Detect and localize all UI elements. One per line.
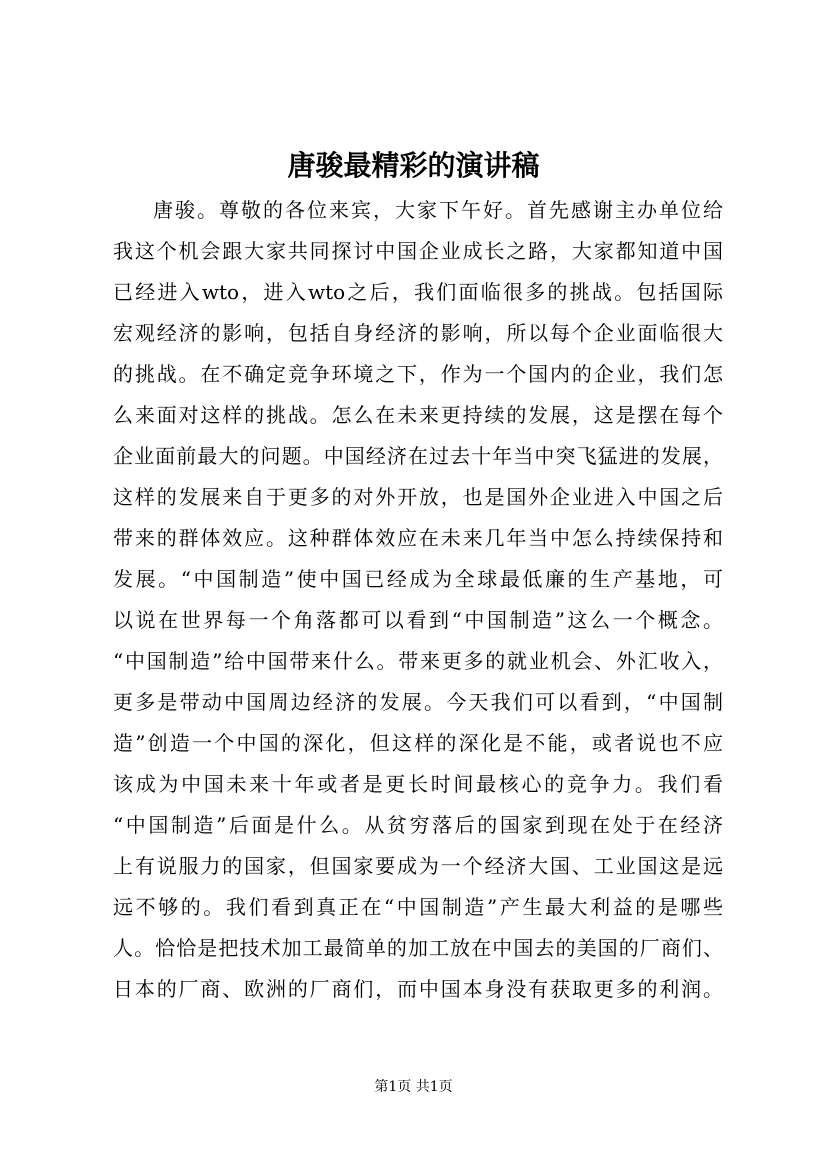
page-number-footer: 第1页 共1页 [374, 1079, 453, 1095]
document-title: 唐骏最精彩的演讲稿 [287, 149, 540, 182]
body-line: 这样的发展来自于更多的对外开放，也是国外企业进入中国之后 [113, 485, 723, 509]
body-line: “中国制造”后面是什么。从贫穷落后的国家到现在处于在经济 [113, 813, 723, 837]
body-line: 日本的厂商、欧洲的厂商们，而中国本身没有获取更多的利润。 [113, 977, 723, 1001]
body-line: 上有说服力的国家，但国家要成为一个经济大国、工业国这是远 [113, 854, 723, 878]
body-line: 已经进入wto，进入wto之后，我们面临很多的挑战。包括国际 [113, 280, 723, 304]
body-line: 的挑战。在不确定竞争环境之下，作为一个国内的企业，我们怎 [113, 362, 723, 386]
body-line: 唐骏。尊敬的各位来宾，大家下午好。首先感谢主办单位给 [153, 198, 723, 222]
body-line: 企业面前最大的问题。中国经济在过去十年当中突飞猛进的发展， [113, 444, 723, 468]
body-line: 更多是带动中国周边经济的发展。今天我们可以看到，“中国制 [113, 690, 723, 714]
body-line: 宏观经济的影响，包括自身经济的影响，所以每个企业面临很大 [113, 321, 723, 345]
document-body [113, 190, 723, 1010]
body-line: 造”创造一个中国的深化，但这样的深化是不能，或者说也不应 [113, 731, 723, 755]
body-line: 以说在世界每一个角落都可以看到“中国制造”这么一个概念。 [113, 608, 723, 632]
body-line: 人。恰恰是把技术加工最简单的加工放在中国去的美国的厂商们、 [113, 936, 723, 960]
body-line: 远不够的。我们看到真正在“中国制造”产生最大利益的是哪些 [113, 895, 723, 919]
body-line: 我这个机会跟大家共同探讨中国企业成长之路，大家都知道中国 [113, 239, 723, 263]
body-line: 带来的群体效应。这种群体效应在未来几年当中怎么持续保持和 [113, 526, 723, 550]
body-line: “中国制造”给中国带来什么。带来更多的就业机会、外汇收入， [113, 649, 723, 673]
body-line: 该成为中国未来十年或者是更长时间最核心的竞争力。我们看 [113, 772, 723, 796]
body-line: 么来面对这样的挑战。怎么在未来更持续的发展，这是摆在每个 [113, 403, 723, 427]
body-line: 发展。“中国制造”使中国已经成为全球最低廉的生产基地，可 [113, 567, 723, 591]
